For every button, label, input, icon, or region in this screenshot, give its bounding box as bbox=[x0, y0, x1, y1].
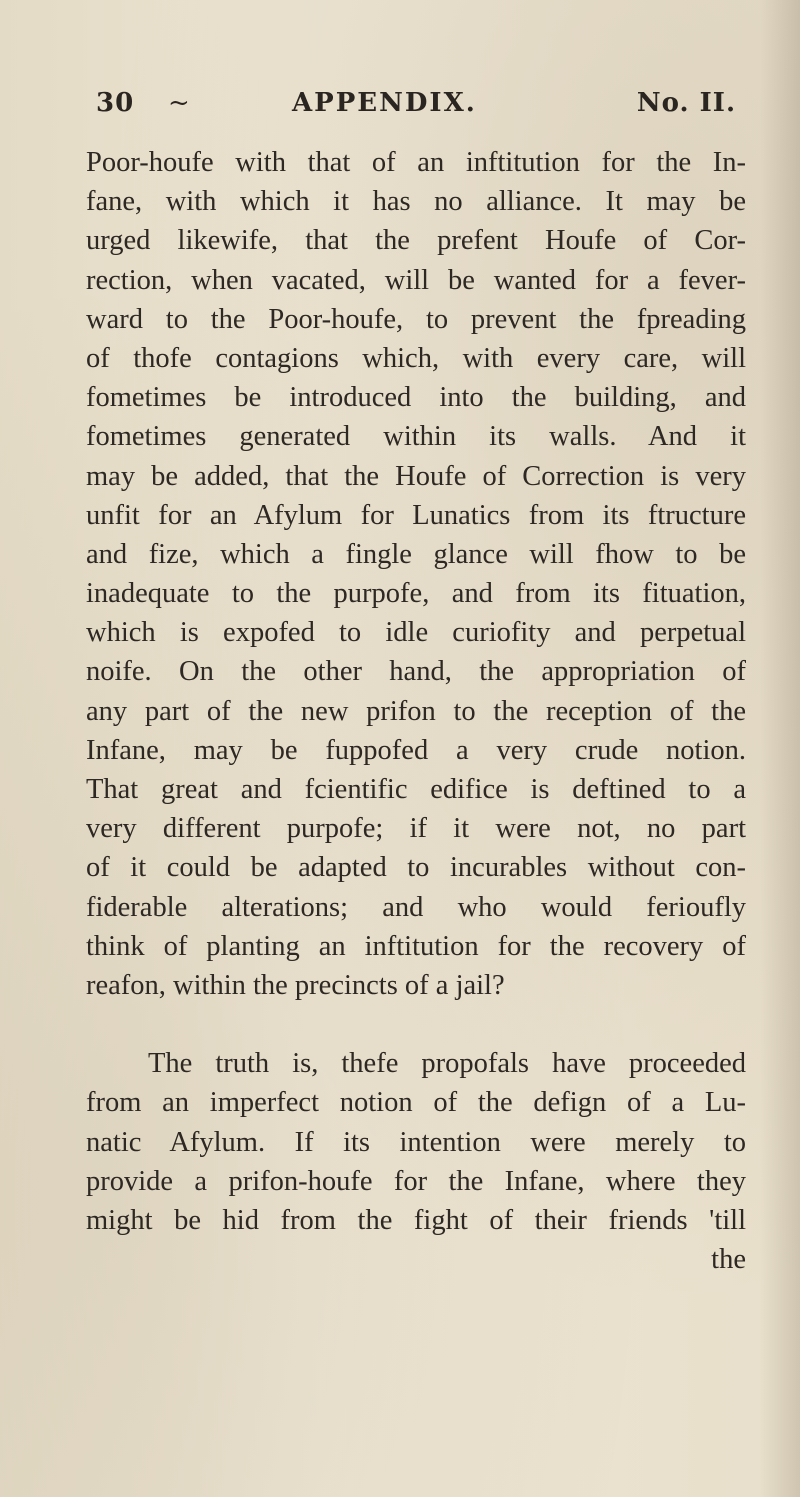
text-line: fiderable alterations; and who would ferioufly bbox=[86, 891, 746, 923]
text-line: inadequate to the purpofe, and from its fituation, bbox=[86, 578, 746, 610]
text-line: and fize, which a fingle glance will fhow to be bbox=[86, 538, 746, 570]
page-number: 30 bbox=[96, 88, 135, 118]
text-line: natic Afylum. If its intention were merely to bbox=[86, 1126, 746, 1158]
text-line: very different purpofe; if it were not, no part bbox=[86, 813, 746, 845]
text-line: fometimes generated within its walls. And it bbox=[86, 421, 746, 453]
text-line: think of planting an inftitution for the recovery of bbox=[86, 930, 746, 962]
text-line: of it could be adapted to incurables without con- bbox=[86, 852, 746, 884]
paragraph-2 bbox=[86, 1044, 746, 1279]
page-edge-shadow bbox=[760, 0, 800, 1497]
text-line: fane, with which it has no alliance. It may be bbox=[86, 186, 746, 218]
text-line: Poor-houfe with that of an inftitution for the In- bbox=[86, 147, 746, 178]
catchword: the bbox=[711, 1244, 746, 1276]
text-line: fometimes be introduced into the building, and bbox=[86, 382, 746, 414]
text-line: provide a prifon-houfe for the Infane, where they bbox=[86, 1165, 746, 1197]
text-line: unfit for an Afylum for Lunatics from its ftructure bbox=[86, 499, 746, 531]
text-line: noife. On the other hand, the appropriation of bbox=[86, 656, 746, 688]
paragraph-1 bbox=[86, 143, 746, 1005]
text-line: ward to the Poor-houfe, to prevent the fpreading bbox=[86, 303, 746, 335]
running-header bbox=[96, 88, 736, 128]
text-line: That great and fcientific edifice is deftined to a bbox=[86, 774, 746, 805]
paragraph-gap bbox=[86, 1005, 746, 1044]
text-line: which is expofed to idle curiofity and perpetual bbox=[86, 617, 746, 649]
body-text bbox=[86, 143, 746, 1279]
text-line: Infane, may be fuppofed a very crude notion. bbox=[86, 734, 746, 766]
text-line: rection, when vacated, will be wanted for a fever- bbox=[86, 264, 746, 296]
text-line: from an imperfect notion of the defign of a Lu- bbox=[86, 1087, 746, 1119]
text-line: may be added, that the Houfe of Correction is very bbox=[86, 460, 746, 492]
text-line: of thofe contagions which, with every care, will bbox=[86, 342, 746, 374]
text-line: urged likewife, that the prefent Houfe of Cor- bbox=[86, 225, 746, 257]
appendix-number: No. II. bbox=[636, 88, 736, 118]
text-line: reafon, within the precincts of a jail? bbox=[86, 969, 505, 1001]
header-title: APPENDIX. bbox=[292, 88, 477, 118]
text-line: The truth is, thefe propofals have proceeded bbox=[148, 1048, 746, 1080]
header-dash: ~ bbox=[168, 88, 191, 118]
text-line: any part of the new prifon to the reception of the bbox=[86, 695, 746, 727]
text-line: might be hid from the fight of their friends 'till bbox=[86, 1204, 746, 1236]
